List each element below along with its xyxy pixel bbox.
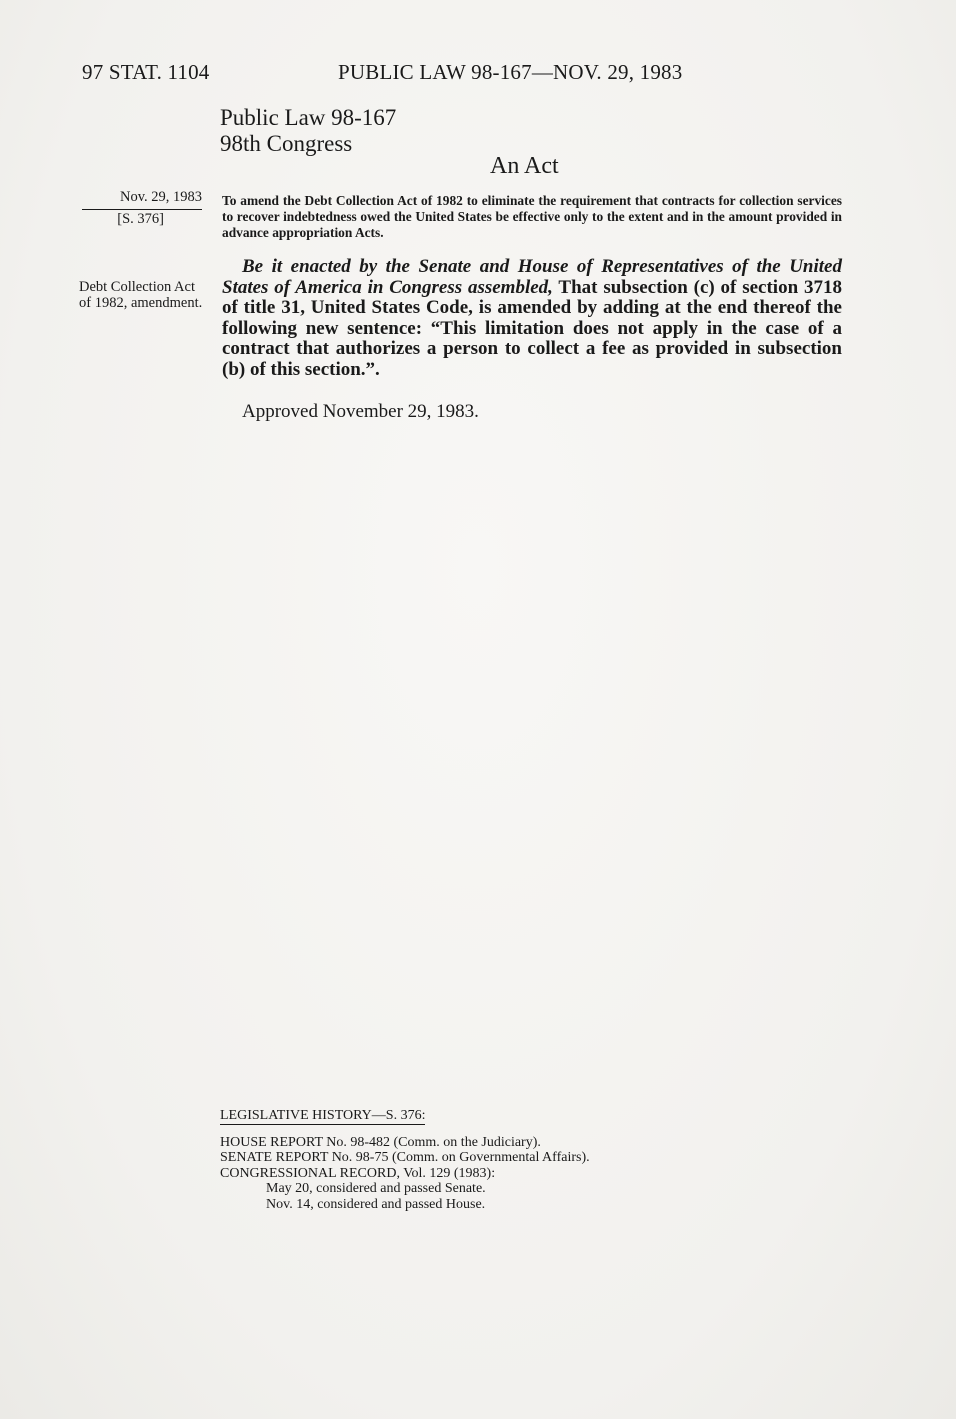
law-title-block: [220, 105, 396, 157]
public-law-number: Public Law 98-167: [220, 105, 397, 130]
record-entry: May 20, considered and passed Senate.: [266, 1181, 486, 1197]
purpose-clause: To amend the Debt Collection Act of 1982 to eliminate the requirement that contracts for collection services to recover indebtedness owed the United States be effective only to the extent and in the amount provided in advance appropriation Acts.: [222, 193, 842, 240]
approval-date: Approved November 29, 1983.: [242, 401, 479, 422]
margin-bill-number: [S. 376]: [117, 211, 164, 227]
senate-report: SENATE REPORT No. 98-75 (Comm. on Governmental Affairs).: [220, 1150, 590, 1166]
stat-citation: 97 STAT. 1104: [82, 60, 210, 84]
enacting-clause: Be it enacted by the Senate and House of Representatives of the United States of America in Congress assembled,: [222, 256, 842, 298]
margin-date: Nov. 29, 1983: [82, 189, 202, 210]
amendment-text: That subsection (c) of section 3718 of title 31, United States Code, is amended by adding at the end thereof the following new sentence: “This limitation does not apply in the case of a contract that authorizes a person to collect a fee as provided in subsection (b) of this section.”.: [222, 276, 842, 380]
running-head: PUBLIC LAW 98-167—NOV. 29, 1983: [338, 60, 683, 84]
legislative-history: [220, 1108, 820, 1213]
congressional-record: CONGRESSIONAL RECORD, Vol. 129 (1983):: [220, 1165, 496, 1181]
legislative-history-title: LEGISLATIVE HISTORY—S. 376:: [220, 1108, 426, 1123]
house-report: HOUSE REPORT No. 98-482 (Comm. on the Judiciary).: [220, 1134, 541, 1150]
margin-note: Debt Collection Act of 1982, amendment.: [79, 279, 203, 311]
enacting-paragraph: [222, 257, 842, 381]
act-heading: An Act: [490, 153, 559, 179]
congress-number: 98th Congress: [220, 131, 353, 156]
record-entry: Nov. 14, considered and passed House.: [266, 1196, 486, 1212]
